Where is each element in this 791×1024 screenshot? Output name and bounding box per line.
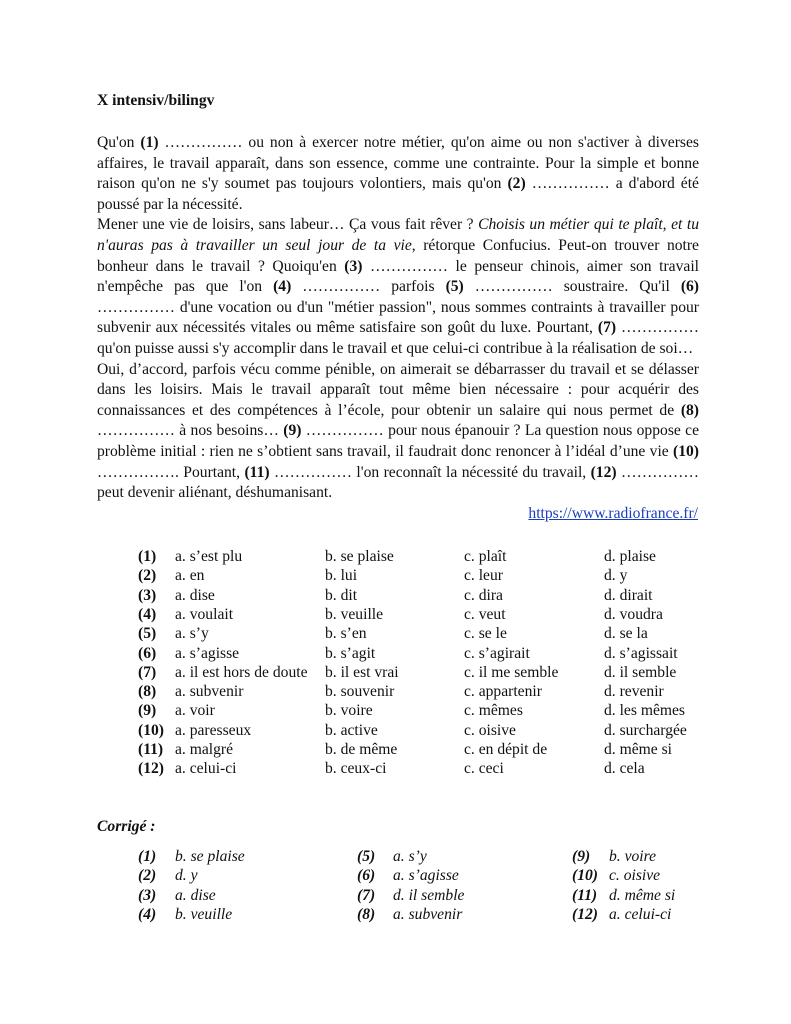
option-b: b. souvenir bbox=[325, 683, 395, 701]
blank-number: (2) bbox=[507, 175, 526, 193]
question-number: (5) bbox=[357, 848, 376, 865]
option-c: c. ceci bbox=[464, 760, 504, 778]
option-d: d. dirait bbox=[604, 586, 653, 604]
answer-value: a. dise bbox=[175, 886, 216, 904]
option-a: a. s’est plu bbox=[175, 548, 243, 565]
paragraph bbox=[97, 360, 699, 504]
text-segment: …………… l'on reconnaît la nécessité du travail, bbox=[269, 463, 591, 481]
option-b: b. de même bbox=[325, 741, 398, 758]
option-a: a. voir bbox=[175, 702, 215, 720]
text-segment: …………… peut devenir aliénant, déshumanisant. bbox=[97, 463, 699, 502]
option-a: a. en bbox=[175, 567, 205, 585]
question-number: (1) bbox=[138, 548, 157, 565]
question-number: (6) bbox=[138, 644, 157, 662]
blank-number: (1) bbox=[140, 134, 159, 151]
option-b: b. il est vrai bbox=[325, 663, 399, 681]
option-c: c. leur bbox=[464, 567, 503, 585]
blank-number: (7) bbox=[597, 319, 617, 337]
text-segment: ……………. Pourtant, bbox=[97, 463, 245, 481]
question-number: (3) bbox=[138, 886, 157, 904]
option-b: b. ceux-ci bbox=[325, 760, 387, 778]
blank-number: (4) bbox=[273, 278, 292, 296]
option-a: a. subvenir bbox=[175, 683, 244, 701]
option-c: c. il me semble bbox=[464, 663, 559, 681]
question-number: (7) bbox=[138, 663, 157, 681]
option-a: a. malgré bbox=[175, 741, 234, 758]
blank-number: (10) bbox=[673, 442, 699, 460]
option-d: d. les mêmes bbox=[604, 702, 685, 720]
text-segment: …………… à nos besoins… bbox=[97, 422, 284, 440]
question-number: (12) bbox=[138, 760, 164, 778]
option-b: b. lui bbox=[325, 567, 358, 585]
text-segment: Mener une vie de loisirs, sans labeur… Ça vous fait rêver ? bbox=[97, 216, 479, 234]
exercise-text bbox=[97, 133, 699, 504]
option-a: a. il est hors de doute bbox=[175, 663, 308, 681]
text-segment: …………… parfois bbox=[291, 278, 446, 296]
text-segment: …………… le penseur chinois, aimer son travail n'empêche pas que l'on bbox=[97, 257, 699, 296]
answer-value: a. subvenir bbox=[393, 905, 463, 923]
question-number: (1) bbox=[138, 848, 157, 865]
option-d: d. il semble bbox=[604, 663, 677, 681]
option-a: a. celui-ci bbox=[175, 760, 237, 778]
option-d: d. y bbox=[604, 567, 628, 585]
option-a: a. s’agisse bbox=[175, 644, 240, 662]
option-a: a. s’y bbox=[175, 625, 209, 643]
answer-value: b. voire bbox=[609, 848, 657, 865]
answer-value: a. celui-ci bbox=[609, 905, 672, 923]
option-d: d. même si bbox=[604, 741, 672, 758]
option-c: c. plaît bbox=[464, 548, 507, 565]
blank-number: (8) bbox=[680, 401, 699, 419]
text-segment: …………… a d'abord été poussé par la nécessité. bbox=[97, 175, 699, 213]
question-number: (10) bbox=[138, 721, 164, 739]
option-c: c. mêmes bbox=[464, 702, 523, 720]
option-d: d. voudra bbox=[604, 605, 663, 623]
option-d: d. cela bbox=[604, 760, 645, 778]
blank-number: (9) bbox=[283, 422, 302, 440]
answer-value: d. y bbox=[175, 867, 198, 885]
option-b: b. voire bbox=[325, 702, 373, 720]
text-segment: , rétorque Confucius. Peut-on trouver notre bonheur dans le travail ? Quoiqu'en bbox=[97, 236, 699, 275]
option-c: c. oisive bbox=[464, 721, 516, 739]
question-number: (2) bbox=[138, 567, 157, 585]
answer-value: a. s’agisse bbox=[393, 867, 459, 885]
option-c: c. veut bbox=[464, 605, 506, 623]
text-segment: …………… soustraire. Qu'il bbox=[463, 278, 681, 296]
question-number: (4) bbox=[138, 905, 157, 923]
option-d: d. plaise bbox=[604, 548, 656, 565]
text-segment: …………… d'une vocation ou d'un "métier passion", nous sommes contraints à travailler pour subvenir aux nécessités vitales ou même satisfaire son goût du luxe. Pourtant, bbox=[97, 298, 699, 337]
blank-number: (11) bbox=[244, 463, 270, 481]
question-number: (9) bbox=[138, 702, 157, 720]
quote-text: Choisis un métier qui te plaît, et tu n'auras pas à travailler un seul jour de ta vie bbox=[97, 216, 699, 254]
option-b: b. active bbox=[325, 721, 378, 739]
document-title: X intensiv/bilingv bbox=[97, 92, 215, 109]
option-d: d. revenir bbox=[604, 683, 664, 701]
question-number: (4) bbox=[138, 605, 157, 623]
answer-value: d. même si bbox=[609, 886, 676, 904]
answer-value: d. il semble bbox=[393, 886, 465, 904]
option-c: c. s’agirait bbox=[464, 644, 530, 662]
option-d: d. surchargée bbox=[604, 721, 687, 739]
question-number: (8) bbox=[357, 905, 376, 923]
paragraph bbox=[97, 133, 699, 215]
source-link[interactable]: https://www.radiofrance.fr/ bbox=[528, 505, 698, 522]
text-segment: …………… qu'on puisse aussi s'y accomplir dans le travail et que celui-ci contribue à la réalisation de soi… bbox=[97, 319, 699, 357]
option-c: c. dira bbox=[464, 586, 503, 604]
question-number: (11) bbox=[572, 886, 598, 904]
option-c: c. en dépit de bbox=[464, 741, 548, 758]
option-a: a. dise bbox=[175, 586, 215, 604]
answer-value: b. se plaise bbox=[175, 848, 245, 865]
option-d: d. se la bbox=[604, 625, 648, 643]
option-d: d. s’agissait bbox=[604, 644, 678, 662]
question-number: (5) bbox=[138, 625, 157, 643]
option-c: c. appartenir bbox=[464, 683, 542, 701]
text-segment: …………… pour nous épanouir ? La question nous oppose ce problème initial : rien ne s’obtient sans travail, il faudrait donc renoncer à l’idéal d’une vie bbox=[97, 422, 699, 460]
option-b: b. se plaise bbox=[325, 548, 394, 565]
question-number: (10) bbox=[572, 867, 598, 885]
option-c: c. se le bbox=[464, 625, 507, 643]
text-segment: Oui, d’accord, parfois vécu comme pénible, on aimerait se débarrasser du travail et se délasser dans les loisirs. Mais le travail apparaît tout même bien nécessaire : pour acquérir des connaissances et des compétences à l’école, pour obtenir un salaire qui nous permet de bbox=[97, 360, 699, 419]
question-number: (12) bbox=[572, 905, 598, 923]
question-number: (2) bbox=[138, 867, 157, 885]
answer-value: a. s’y bbox=[393, 848, 427, 865]
blank-number: (3) bbox=[344, 257, 363, 275]
option-b: b. veuille bbox=[325, 605, 384, 623]
option-b: b. dit bbox=[325, 586, 358, 604]
option-a: a. voulait bbox=[175, 605, 234, 623]
option-a: a. paresseux bbox=[175, 721, 252, 739]
answer-value: b. veuille bbox=[175, 905, 233, 923]
option-b: b. s’agit bbox=[325, 644, 376, 662]
answer-key-title: Corrigé : bbox=[97, 818, 156, 835]
blank-number: (12) bbox=[590, 463, 617, 481]
question-number: (6) bbox=[357, 867, 376, 885]
question-number: (8) bbox=[138, 683, 157, 701]
blank-number: (6) bbox=[680, 278, 699, 296]
paragraph bbox=[97, 215, 699, 359]
text-segment: …………… ou non à exercer notre métier, qu'on aime ou non s'activer à diverses affaires, le travail apparaît, dans son essence, comme une contrainte. Pour la simple et bonne raison qu'on ne s'y soumet pas toujours volontiers, mais qu'on bbox=[97, 134, 699, 193]
question-number: (9) bbox=[572, 848, 591, 865]
question-number: (11) bbox=[138, 741, 164, 758]
question-number: (7) bbox=[357, 886, 376, 904]
blank-number: (5) bbox=[445, 278, 464, 296]
question-number: (3) bbox=[138, 586, 157, 604]
option-b: b. s’en bbox=[325, 625, 367, 643]
answer-value: c. oisive bbox=[609, 867, 661, 885]
text-segment: Qu'on bbox=[97, 134, 141, 151]
